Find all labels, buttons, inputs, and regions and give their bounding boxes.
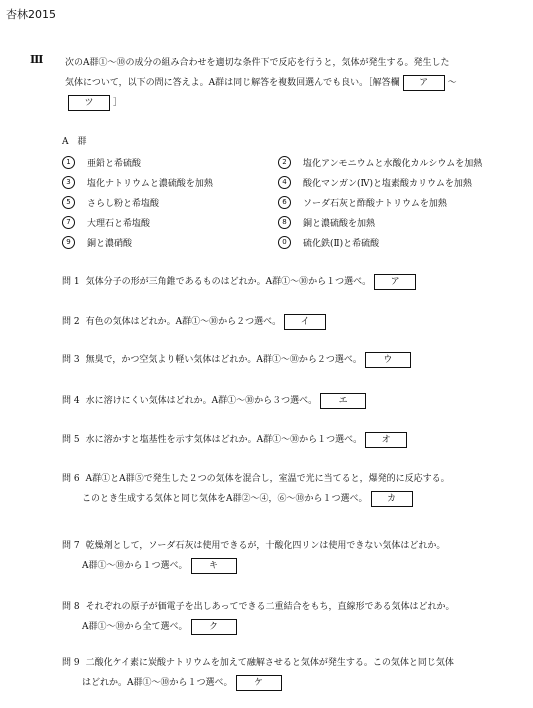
question — [62, 391, 522, 411]
answer-box[interactable]: キ — [191, 558, 237, 574]
question-text: 乾燥剤として，ソーダ石灰は使用できるが，十酸化四リンは使用できない気体はどれか。 — [85, 541, 446, 551]
item-text: 大理石と希塩酸 — [87, 218, 151, 229]
question-text-continued: はどれか。A群①～⑩から１つ選べ。 — [82, 678, 233, 688]
item-number-circle: 1 — [62, 156, 75, 169]
answer-box-start[interactable]: ア — [403, 75, 445, 91]
item-text: 塩化アンモニウムと水酸化カルシウムを加熱 — [303, 158, 483, 169]
item-number-circle: 9 — [62, 236, 75, 249]
question-line — [62, 430, 522, 450]
page-header: 杏林2015 — [6, 8, 56, 21]
answer-box[interactable]: ア — [374, 274, 416, 290]
question-line-continued — [62, 489, 522, 509]
question-text: 水に溶けにくい気体はどれか。A群①～⑩から３つ選べ。 — [85, 396, 318, 406]
question-text: 有色の気体はどれか。A群①～⑩から２つ選べ。 — [85, 317, 282, 327]
question — [62, 597, 522, 637]
group-a-list — [62, 152, 522, 252]
item-number-circle: 5 — [62, 196, 75, 209]
question-label: 問 3 — [62, 355, 80, 365]
instructions — [65, 53, 515, 113]
answer-box[interactable]: カ — [371, 491, 413, 507]
item-number-circle: 6 — [278, 196, 291, 209]
item-text: 亜鉛と希硫酸 — [87, 158, 142, 169]
question-line — [62, 469, 522, 489]
group-a-row — [62, 172, 522, 192]
question-text-continued: A群①～⑩から全て選べ。 — [82, 622, 188, 632]
group-a-row — [62, 232, 522, 252]
instructions-line-2 — [65, 73, 515, 93]
item-text: 酸化マンガン(Ⅳ)と塩素酸カリウムを加熱 — [303, 178, 472, 189]
question-text-continued: A群①～⑩から１つ選べ。 — [82, 561, 188, 571]
answer-box[interactable]: ウ — [365, 352, 411, 368]
question-label: 問 5 — [62, 435, 80, 445]
question — [62, 430, 522, 450]
group-a-item — [62, 196, 278, 209]
item-number-circle: 8 — [278, 216, 291, 229]
item-text: さらし粉と希塩酸 — [87, 198, 160, 209]
answer-box[interactable]: イ — [284, 314, 326, 330]
instructions-text: 気体について，以下の問に答えよ。A群は同じ解答を複数回選んでも良い。［解答欄 — [65, 78, 400, 88]
question-line — [62, 350, 522, 370]
item-number-circle: 4 — [278, 176, 291, 189]
question-text: 気体分子の形が三角錐であるものはどれか。A群①～⑩から１つ選べ。 — [85, 277, 372, 287]
group-a-item — [62, 216, 278, 229]
instructions-line-3 — [65, 93, 515, 113]
group-a-item — [62, 236, 278, 249]
group-a-title: A 群 — [62, 137, 87, 147]
question-label: 問 4 — [62, 396, 80, 406]
question — [62, 469, 522, 509]
item-text: 銅と濃硝酸 — [87, 238, 133, 249]
question-label: 問 7 — [62, 541, 80, 551]
question — [62, 536, 522, 576]
group-a-item — [62, 156, 278, 169]
question-line — [62, 536, 522, 556]
question-text: 無臭で，かつ空気より軽い気体はどれか。A群①～⑩から２つ選べ。 — [85, 355, 362, 365]
question-line — [62, 391, 522, 411]
answer-box-end[interactable]: ツ — [68, 95, 110, 111]
answer-box[interactable]: ケ — [236, 675, 282, 691]
question — [62, 312, 522, 332]
question-line — [62, 653, 522, 673]
question-line — [62, 597, 522, 617]
question-text: A群①とA群⑤で発生した２つの気体を混合し，室温で光に当てると，爆発的に反応する。 — [85, 474, 450, 484]
question-line — [62, 272, 522, 292]
group-a-item — [278, 176, 518, 189]
question — [62, 350, 522, 370]
item-text: ソーダ石灰と酢酸ナトリウムを加熱 — [303, 198, 447, 209]
group-a-row — [62, 212, 522, 232]
question-label: 問 6 — [62, 474, 80, 484]
question-text: 水に溶かすと塩基性を示す気体はどれか。A群①～⑩から１つ選べ。 — [85, 435, 363, 445]
item-text: 塩化ナトリウムと濃硫酸を加熱 — [87, 178, 213, 189]
question-label: 問 8 — [62, 602, 80, 612]
group-a-item — [278, 216, 518, 229]
section-number: Ⅲ — [30, 53, 44, 66]
group-a-item — [278, 196, 518, 209]
item-number-circle: 2 — [278, 156, 291, 169]
tilde-text: ～ — [447, 78, 457, 88]
question-line-continued — [62, 556, 522, 576]
answer-box[interactable]: エ — [320, 393, 366, 409]
question-label: 問 1 — [62, 277, 80, 287]
group-a-item — [278, 156, 518, 169]
item-number-circle: 7 — [62, 216, 75, 229]
item-text: 銅と濃硫酸を加熱 — [303, 218, 376, 229]
question-label: 問 2 — [62, 317, 80, 327]
answer-box[interactable]: ク — [191, 619, 237, 635]
group-a-row — [62, 152, 522, 172]
question-line-continued — [62, 617, 522, 637]
group-a-item — [62, 176, 278, 189]
question-label: 問 9 — [62, 658, 80, 668]
question — [62, 653, 522, 693]
question — [62, 272, 522, 292]
item-text: 硫化鉄(Ⅱ)と希硫酸 — [303, 238, 380, 249]
group-a-row — [62, 192, 522, 212]
answer-box[interactable]: オ — [365, 432, 407, 448]
instructions-line-1: 次のA群①～⑩の成分の組み合わせを適切な条件下で反応を行うと，気体が発生する。発生した — [65, 58, 450, 68]
question-line-continued — [62, 673, 522, 693]
item-number-circle: 0 — [278, 236, 291, 249]
question-text: それぞれの原子が価電子を出しあってできる二重結合をもち，直線形である気体はどれか。 — [85, 602, 455, 612]
item-number-circle: 3 — [62, 176, 75, 189]
question-line — [62, 312, 522, 332]
bracket-close: ］ — [113, 98, 123, 108]
question-text: 二酸化ケイ素に炭酸ナトリウムを加えて融解させると気体が発生する。この気体と同じ気体 — [85, 658, 454, 668]
group-a-item — [278, 236, 518, 249]
question-text-continued: このとき生成する気体と同じ気体をA群②～④，⑥～⑩から１つ選べ。 — [82, 494, 368, 504]
